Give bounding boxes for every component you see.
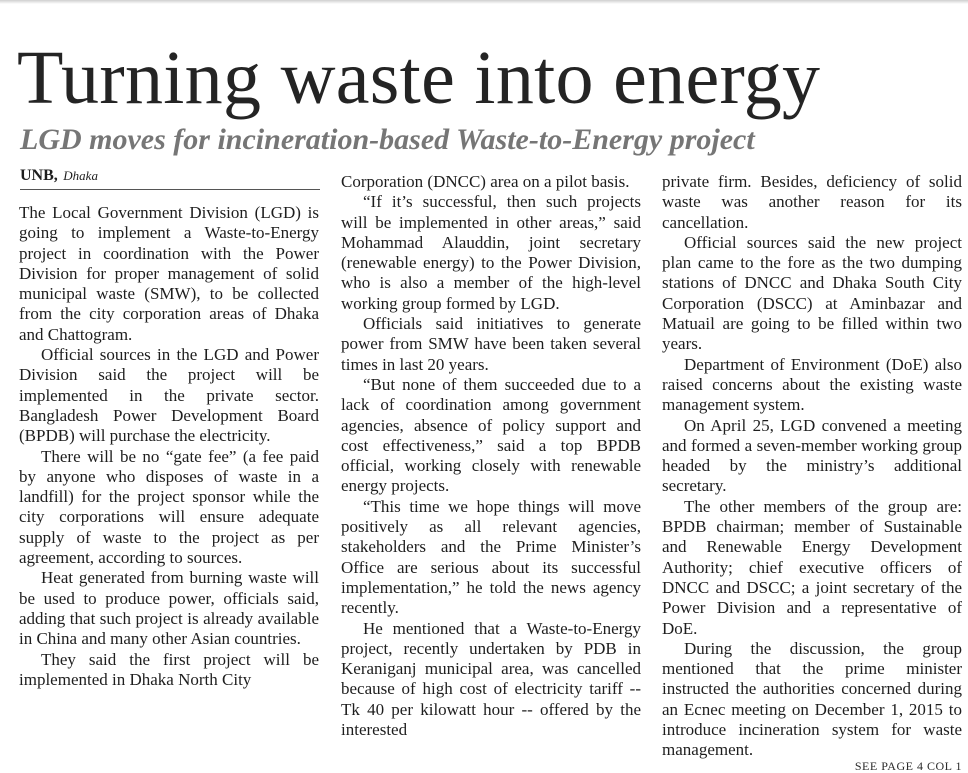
paragraph: Official sources in the LGD and Power Division said the project will be implemented in the private sector. Bangladesh Power Development Board (BPDB) will purchase the electricity. <box>19 345 319 446</box>
headline: Turning waste into energy <box>17 36 821 120</box>
byline-place: Dhaka <box>63 168 98 183</box>
previous-page-edge <box>0 0 968 4</box>
paragraph: They said the first project will be implemented in Dhaka North City <box>19 649 319 689</box>
paragraph: “But none of them succeeded due to a lack of coordination among government agencies, absence of policy support and cost effectiveness,” said a top BPDB official, working closely with renewable energy projects. <box>341 374 641 496</box>
article-column-1 <box>19 203 319 772</box>
paragraph: During the discussion, the group mentioned that the prime minister instructed the authorities concerned during an Ecnec meeting on December 1, 2015 to introduce incineration system for waste management. <box>662 638 962 760</box>
article-column-3 <box>662 172 962 760</box>
paragraph: Department of Environment (DoE) also raised concerns about the existing waste management system. <box>662 354 962 415</box>
article-column-2 <box>341 172 641 772</box>
paragraph: He mentioned that a Waste-to-Energy project, recently undertaken by PDB in Keraniganj municipal area, was cancelled because of high cost of electricity tariff -- Tk 40 per kilowatt hour -- offered by the interested <box>341 618 641 740</box>
paragraph: The Local Government Division (LGD) is going to implement a Waste-to-Energy project in coordination with the Power Division for proper management of solid municipal waste (SMW), to be collected from the city corporation areas of Dhaka and Chattogram. <box>19 203 319 344</box>
continuation-note: SEE PAGE 4 COL 1 <box>854 759 962 773</box>
subheadline: LGD moves for incineration-based Waste-to-Energy project <box>20 123 755 156</box>
paragraph: Heat generated from burning waste will be used to produce power, officials said, adding that such project is already available in China and many other Asian countries. <box>19 568 319 649</box>
paragraph: The other members of the group are: BPDB chairman; member of Sustainable and Renewable Energy Development Authority; chief executive officers of DNCC and DSCC; a joint secretary of the Power Division and a representative of DoE. <box>662 496 962 638</box>
paragraph: private firm. Besides, deficiency of solid waste was another reason for its cancellation. <box>662 172 962 232</box>
paragraph: Officials said initiatives to generate power from SMW have been taken several times in last 20 years. <box>341 314 641 374</box>
byline <box>20 166 320 190</box>
byline-agency: UNB, <box>20 167 58 184</box>
paragraph: There will be no “gate fee” (a fee paid by anyone who disposes of waste in a landfill) for the project sponsor while the city corporations will ensure adequate supply of waste to the project as per agreement, according to sources. <box>19 446 319 568</box>
paragraph: Official sources said the new project plan came to the fore as the two dumping stations of DNCC and Dhaka South City Corporation (DSCC) at Aminbazar and Matuail are going to be filled within two years. <box>662 232 962 354</box>
paragraph: “If it’s successful, then such projects will be implemented in other areas,” said Mohammad Alauddin, joint secretary (renewable energy) to the Power Division, who is also a member of the high-level working group formed by LGD. <box>341 192 641 313</box>
paragraph: On April 25, LGD convened a meeting and formed a seven-member working group headed by the ministry’s additional secretary. <box>662 415 962 496</box>
paragraph: Corporation (DNCC) area on a pilot basis. <box>341 172 630 191</box>
paragraph: “This time we hope things will move positively as all relevant agencies, stakeholders and the Prime Minister’s Office are serious about its successful implementation,” he told the news agency recently. <box>341 496 641 618</box>
